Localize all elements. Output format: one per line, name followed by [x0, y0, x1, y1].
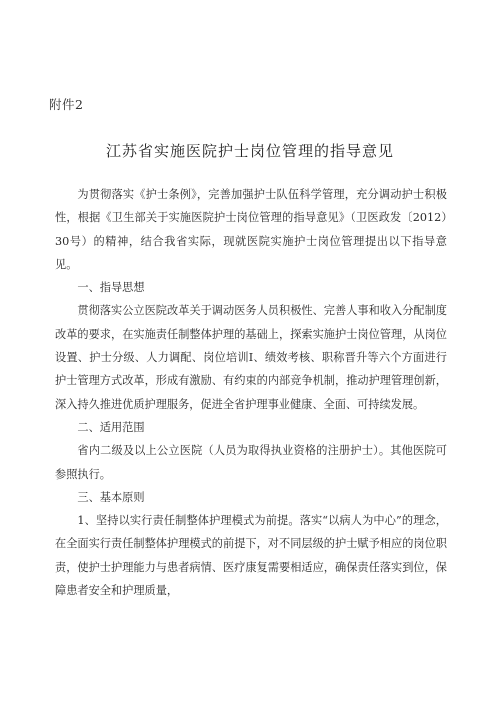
attachment-label: 附件2 — [49, 97, 84, 112]
principle-1-paragraph: 1、坚持以实行责任制整体护理模式为前提。落实“以病人为中心”的理念，在全面实行责任制整体护理模式的前提下，对不同层级的护士赋予相应的岗位职责，使护士护理能力与患者病情、医疗康复需要相适应，确保责任落实到位，保障患者安全和护理质量， — [55, 514, 447, 598]
guiding-ideology-paragraph: 贯彻落实公立医院改革关于调动医务人员积极性、完善人事和收入分配制度改革的要求，在实施责任制整体护理的基础上，探索实施护士岗位管理，从岗位设置、护士分级、人力调配、岗位培训I、绩效考核、职称晋升等六个方面进行护士管理方式改革，形成有激励、有约束的内部竞争机制，推动护理管理创新，深入持久推进优质护理服务，促进全省护理事业健康、全面、可持续发展。 — [55, 304, 447, 411]
section-heading-basic-principles: 三、基本原则 — [77, 490, 145, 504]
document-body — [55, 183, 447, 602]
document-title: 江苏省实施医院护士岗位管理的指导意见 — [105, 142, 394, 160]
intro-paragraph: 为贯彻落实《护士条例》，完善加强护士队伍科学管理，充分调动护士积极性，根据《卫生部关于实施医院护士岗位管理的指导意见》（卫医政发〔2012）30号）的精神，结合我省实际，现就医院实施护士岗位管理提出以下指导意见。 — [55, 188, 447, 271]
scope-paragraph: 省内二级及以上公立医院（人员为取得执业资格的注册护士）。其他医院可参照执行。 — [55, 444, 447, 481]
section-heading-guiding-ideology: 一、指导思想 — [77, 281, 145, 295]
section-heading-scope: 二、适用范围 — [77, 420, 145, 434]
